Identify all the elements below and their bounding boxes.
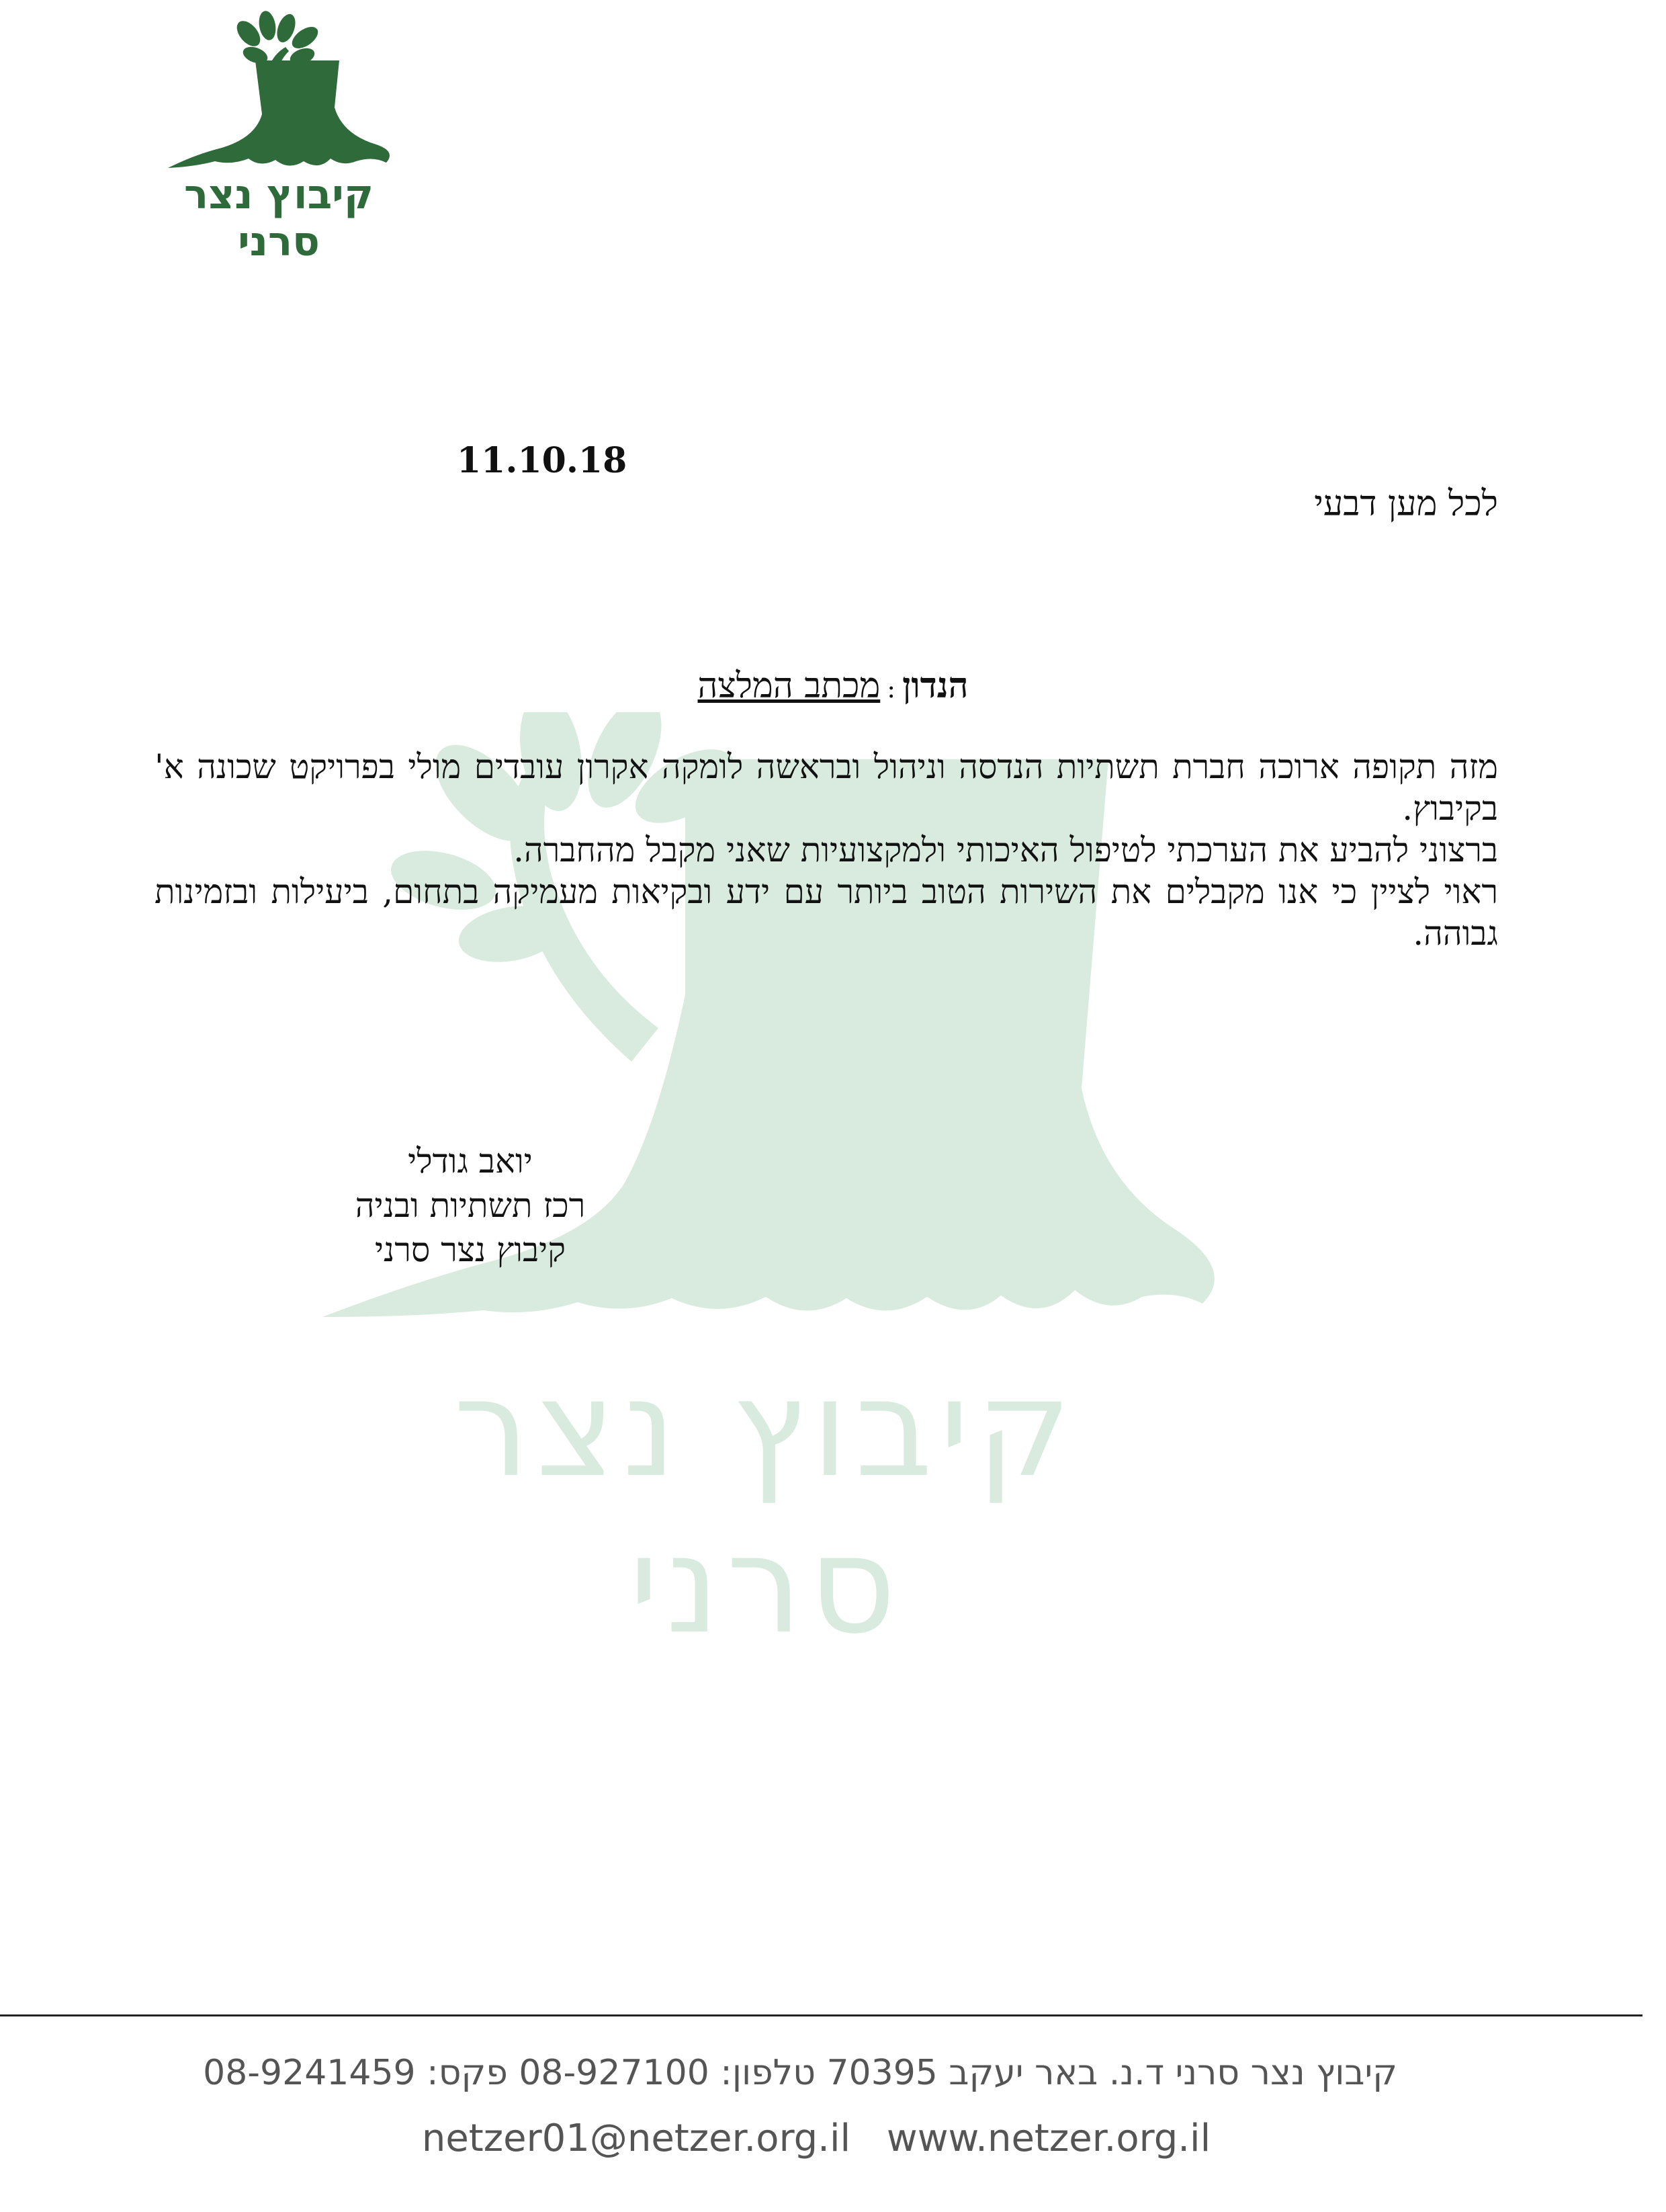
letter-date: 11.10.18 [457, 440, 627, 481]
signature-block [316, 1139, 625, 1272]
footer-website-link[interactable]: www.netzer.org.il [886, 2117, 1211, 2160]
footer-address: קיבוץ נצר סרני ד.נ. באר יעקב 70395 טלפון: 08-927100 פקס: 08-9241459 [203, 2053, 1397, 2093]
footer-contact [235, 2117, 1397, 2160]
kibbutz-logo [155, 7, 403, 265]
tree-stump-logo-icon [155, 7, 403, 175]
body-paragraph: מזה תקופה ארוכה חברת תשתיות הנדסה וניהול ובראשה לומקה אקרון עובדים מולי בפרויקט שכונה א' בקיבוץ. [155, 747, 1498, 828]
signer-name: יואב גודלי [408, 1142, 533, 1181]
letter-body [155, 746, 1498, 954]
subject-line [0, 665, 1666, 706]
watermark-text: קיבוץ נצר סרני [453, 1351, 1078, 1664]
body-paragraph: ראוי לציין כי אנו מקבלים את השירות הטוב ביותר עם ידע ובקיאות מעמיקה בתחום, ביעילות ובזמינות גבוהה. [155, 872, 1499, 953]
subject-separator: : [887, 674, 896, 704]
footer-email-link[interactable]: netzer01@netzer.org.il [421, 2117, 851, 2160]
body-paragraph: ברצוני להביע את הערכתי לטיפול האיכותי ולמקצועיות שאני מקבל מהחברה. [513, 831, 1498, 869]
signer-organization: קיבוץ נצר סרני [375, 1230, 566, 1269]
recipient: לכל מען דבעי [1314, 484, 1498, 524]
footer-divider [0, 2014, 1642, 2016]
subject-value: מכתב המלצה [697, 666, 881, 706]
logo-text: קיבוץ נצר סרני [183, 171, 374, 265]
subject-label: הנדון [902, 665, 969, 706]
signer-title: רכז תשתיות ובניה [355, 1186, 586, 1225]
